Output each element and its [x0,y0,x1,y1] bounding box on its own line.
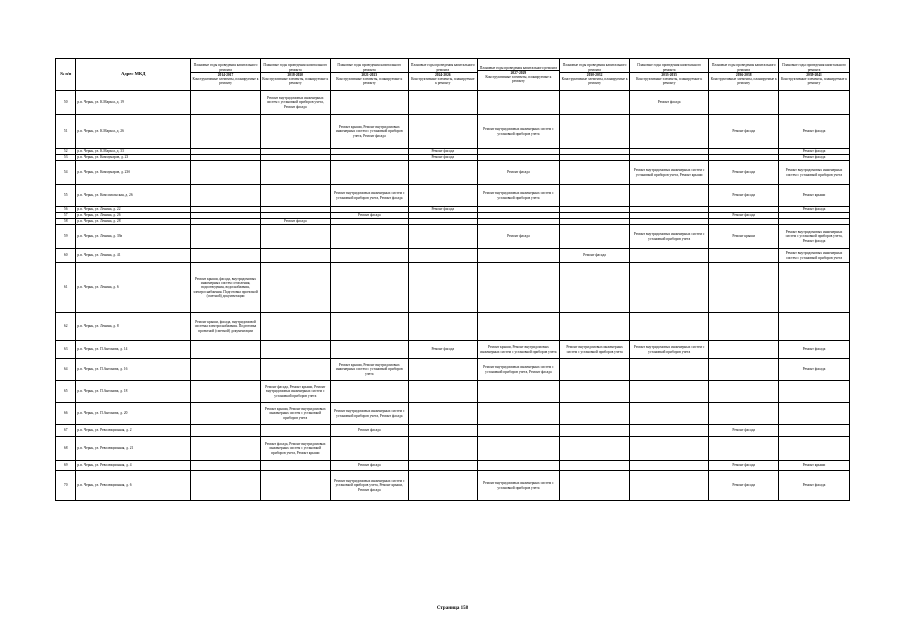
period-years: 2039-2041 [779,72,849,77]
repair-work-cell [560,359,630,381]
repair-work-cell [709,403,779,425]
repair-work-cell: Ремонт внутридомовых инженерных систем с установкой приборов учета [629,225,708,249]
period-planned-label: Плановые годы проведения капитального ремонта [263,63,328,72]
row-number: 50 [56,91,76,115]
table-row [56,471,850,501]
period-planned-label: Плановые годы проведения капитального ремонта [410,63,475,72]
repair-work-cell: Ремонт внутридомовых инженерных систем с установкой приборов учета [779,249,850,263]
row-number: 62 [56,313,76,341]
repair-work-cell [191,359,261,381]
repair-work-cell [709,91,779,115]
repair-work-cell: Ремонт фасада [779,341,850,359]
building-address: р.п. Чернь, ул. Ленина, д. 8 [76,313,191,341]
repair-work-cell [629,263,708,313]
repair-work-cell [560,461,630,471]
repair-work-cell: Ремонт внутридомовых инженерных систем с установкой приборов учета, Ремонт фасада [779,225,850,249]
row-number: 56 [56,207,76,213]
period-work-label: Конструктивные элементы, планируемые к ремонту [192,77,259,86]
repair-work-cell [260,249,330,263]
repair-work-cell [191,161,261,185]
repair-work-cell: Ремонт фасада, Ремонт крыши, Ремонт внутридомовых инженерных систем с установкой приборов учета [260,381,330,403]
repair-work-cell: Ремонт фасада [779,471,850,501]
repair-work-cell [260,471,330,501]
repair-work-cell [629,461,708,471]
building-address: р.п. Чернь, ул. К.Маркса, д. 26 [76,115,191,149]
period-years: 2027-2029 [478,70,560,75]
repair-work-cell [779,91,850,115]
period-header [408,59,477,91]
repair-work-cell [629,249,708,263]
repair-work-cell [408,313,477,341]
period-years: 2018-2020 [261,72,330,77]
repair-work-cell: Ремонт фасада [779,155,850,161]
repair-work-cell [408,403,477,425]
row-number: 58 [56,219,76,225]
building-address: р.п. Чернь, ул. П.Антонова, д. 18 [76,381,191,403]
building-address: р.п. Чернь, ул. П.Антонова, д. 20 [76,403,191,425]
repair-work-cell [629,185,708,207]
repair-work-cell: Ремонт внутридомовых инженерных систем с установкой приборов учета [560,341,630,359]
repair-work-cell: Ремонт фасада [477,225,560,249]
row-number: 66 [56,403,76,425]
repair-work-cell: Ремонт внутридомовых инженерных систем с установкой приборов учета, Ремонт фасада [477,359,560,381]
period-work-label: Конструктивные элементы, планируемые к ремонту [561,77,628,86]
table-row [56,359,850,381]
table-row [56,225,850,249]
building-address: р.п. Чернь, ул. Ленина, д. 6 [76,263,191,313]
repair-work-cell: Ремонт фасада [709,161,779,185]
repair-work-cell [629,425,708,437]
repair-work-cell: Ремонт внутридомовых инженерных систем с установкой приборов учета [477,471,560,501]
table-body [56,91,850,501]
repair-work-cell [477,425,560,437]
repair-work-cell: Ремонт внутридомовых инженерных систем с установкой приборов учета [477,115,560,149]
repair-work-cell [477,249,560,263]
repair-work-cell [260,115,330,149]
repair-work-cell [408,359,477,381]
period-years: 2014-2017 [191,72,260,77]
repair-work-cell: Ремонт фасада [408,149,477,155]
row-number: 60 [56,249,76,263]
repair-work-cell: Ремонт внутридомовых инженерных систем с установкой приборов учета [779,161,850,185]
repair-work-cell [408,471,477,501]
table-row [56,313,850,341]
period-work-label: Конструктивные элементы, планируемые к ремонту [262,77,329,86]
building-address: р.п. Чернь, ул. П.Антонова, д. 16 [76,359,191,381]
repair-work-cell [629,381,708,403]
repair-work-cell: Ремонт внутридомовых инженерных систем с установкой приборов учета, Ремонт фасада [260,91,330,115]
repair-work-cell: Ремонт крыши, фасада, внутридомовой системы электроснабжения. Подготовка проектной (сметной) документации [191,313,261,341]
repair-work-cell: Ремонт внутридомовых инженерных систем с установкой приборов учета, Ремонт крыши, Ремонт фасада [330,471,408,501]
repair-work-cell [330,437,408,461]
repair-work-cell [779,425,850,437]
repair-work-cell [330,225,408,249]
repair-work-cell [477,461,560,471]
row-number: 51 [56,115,76,149]
building-address: р.п. Чернь, ул. Революционная, д. 4 [76,461,191,471]
repair-work-cell: Ремонт крыши [779,461,850,471]
table-row [56,263,850,313]
period-work-label: Конструктивные элементы, планируемые к ремонту [411,77,475,86]
repair-work-cell [477,313,560,341]
building-address: р.п. Чернь, ул. П.Антонова, д. 14 [76,341,191,359]
table-row [56,403,850,425]
period-work-label: Конструктивные элементы, планируемые к ремонту [710,77,777,86]
repair-work-cell: Ремонт крыши [709,225,779,249]
repair-work-cell: Ремонт фасада [709,185,779,207]
building-address: р.п. Чернь, ул. Революционная, д. 21 [76,437,191,461]
repair-work-cell [408,461,477,471]
period-planned-label: Плановые годы проведения капитального ремонта [782,63,846,72]
period-planned-label: Плановые годы проведения капитального ремонта [711,63,776,72]
repair-work-cell: Ремонт крыши, Ремонт внутридомовых инженерных систем с установкой приборов учета [260,403,330,425]
repair-work-cell [560,403,630,425]
repair-work-cell: Ремонт фасада [709,471,779,501]
building-address: р.п. Чернь, ул. Коммунаров, д. 23б [76,161,191,185]
repair-work-cell [629,359,708,381]
repair-work-cell [709,249,779,263]
repair-work-cell: Ремонт крыши, Ремонт внутридомовых инженерных систем с установкой приборов учета [477,341,560,359]
repair-work-cell [191,249,261,263]
period-planned-label: Плановые годы проведения капитального ремонта [337,63,402,72]
row-number: 68 [56,437,76,461]
repair-work-cell [408,263,477,313]
repair-work-cell [560,91,630,115]
repair-work-cell [560,437,630,461]
table-row [56,341,850,359]
repair-work-cell: Ремонт фасада [629,91,708,115]
repair-work-cell [408,381,477,403]
repair-work-cell [560,313,630,341]
repair-work-cell: Ремонт фасада [779,207,850,213]
building-address: р.п. Чернь, ул. Ленина, д. 28 [76,219,191,225]
period-planned-label: Плановые годы проведения капитального ремонта [479,65,558,70]
repair-work-cell: Ремонт фасада [477,161,560,185]
repair-work-cell: Ремонт фасада [330,213,408,219]
repair-work-cell: Ремонт фасада [330,461,408,471]
repair-work-cell: Ремонт крыши, Ремонт внутридомовых инженерных систем с установкой приборов учета [330,359,408,381]
period-header [260,59,330,91]
repair-work-cell [779,313,850,341]
repair-work-cell [330,381,408,403]
table-row [56,91,850,115]
building-address: р.п. Чернь, ул. Ленина, д. 39а [76,225,191,249]
repair-work-cell: Ремонт внутридомовых инженерных систем с установкой приборов учета, Ремонт крыши [629,161,708,185]
repair-work-cell: Ремонт фасада [560,249,630,263]
building-address: р.п. Чернь, ул. Ленина, д. 41 [76,249,191,263]
repair-work-cell [260,313,330,341]
repair-work-cell [260,161,330,185]
repair-work-cell: Ремонт фасада [779,149,850,155]
repair-work-cell [629,313,708,341]
period-years: 2024-2026 [409,72,477,77]
repair-work-cell [408,115,477,149]
period-header [709,59,779,91]
repair-work-cell [191,461,261,471]
repair-work-cell: Ремонт фасада, Ремонт внутридомовых инженерных систем с установкой приборов учета, Ремонт крыши [260,437,330,461]
repair-work-cell [330,249,408,263]
repair-work-cell [408,161,477,185]
repair-work-cell: Ремонт внутридомовых инженерных систем с установкой приборов учета, Ремонт фасада [330,403,408,425]
repair-work-cell [191,381,261,403]
repair-work-cell [330,341,408,359]
repair-work-cell [260,359,330,381]
building-address: р.п. Чернь, ул. Коммунаров, д. 23 [76,155,191,161]
repair-work-cell [408,425,477,437]
period-planned-label: Плановые годы проведения капитального ремонта [193,63,258,72]
repair-work-cell [330,263,408,313]
row-number: 55 [56,185,76,207]
repair-work-cell [709,313,779,341]
repair-work-cell: Ремонт фасада [330,425,408,437]
repair-work-cell [408,91,477,115]
repair-work-cell [560,161,630,185]
repair-work-cell [330,313,408,341]
row-number: 52 [56,149,76,155]
repair-work-cell [477,381,560,403]
repair-work-cell [477,403,560,425]
repair-work-cell: Ремонт фасада [260,219,330,225]
row-number: 53 [56,155,76,161]
repair-work-cell [629,115,708,149]
period-years: 2030-2032 [560,72,629,77]
row-number: 63 [56,341,76,359]
repair-work-cell [191,437,261,461]
repair-work-cell: Ремонт крыши, Ремонт внутридомовых инженерных систем с установкой приборов учета, Ремонт фасада [330,115,408,149]
repair-work-cell [779,403,850,425]
table-row [56,381,850,403]
repair-work-cell: Ремонт внутридомовых инженерных систем с установкой приборов учета [629,341,708,359]
table-header-row [56,59,850,91]
repair-work-cell [560,115,630,149]
row-number: 64 [56,359,76,381]
repair-work-cell [191,185,261,207]
period-years: 2036-2038 [709,72,778,77]
repair-work-cell: Ремонт крыши, фасада, внутридомовых инженерных систем: отопления, водоотведения, водоснабжения, электроснабжения. Подготовка проектной (сметной) документации [191,263,261,313]
repair-work-cell: Ремонт фасада [779,115,850,149]
building-address: р.п. Чернь, ул. Комсомольская, д. 26 [76,185,191,207]
row-number: 69 [56,461,76,471]
repair-work-cell [560,471,630,501]
repair-work-cell [408,249,477,263]
repair-work-cell [709,263,779,313]
repair-work-cell [260,225,330,249]
table-row [56,185,850,207]
building-address: р.п. Чернь, ул. Ленина, д. 26 [76,213,191,219]
repair-work-cell [191,471,261,501]
row-number: 70 [56,471,76,501]
row-number: 65 [56,381,76,403]
repair-work-cell [477,91,560,115]
period-header [191,59,261,91]
repair-work-cell [408,185,477,207]
repair-work-cell [560,381,630,403]
repair-work-cell: Ремонт фасада [709,115,779,149]
row-number: 59 [56,225,76,249]
table-row [56,249,850,263]
period-header [330,59,408,91]
row-number: 67 [56,425,76,437]
repair-work-cell [191,115,261,149]
num-header: № п/п [56,59,76,91]
repair-work-cell [709,359,779,381]
period-years: 2021-2023 [331,72,408,77]
page-number: Страница 158 [436,606,469,611]
repair-work-cell [191,91,261,115]
row-number: 61 [56,263,76,313]
repair-work-cell [260,425,330,437]
repair-work-cell [191,425,261,437]
repair-work-cell: Ремонт крыши [779,185,850,207]
building-address: р.п. Чернь, ул. К.Маркса, д. 33 [76,149,191,155]
table-row [56,461,850,471]
period-work-label: Конструктивные элементы, планируемые к ремонту [485,75,552,84]
repair-work-cell [779,381,850,403]
repair-work-cell [560,225,630,249]
table-row [56,437,850,461]
repair-work-cell [260,341,330,359]
repair-work-cell [560,185,630,207]
repair-work-cell [260,263,330,313]
period-planned-label: Плановые годы проведения капитального ремонта [637,63,702,72]
repair-work-cell: Ремонт фасада [709,461,779,471]
row-number: 57 [56,213,76,219]
period-work-label: Конструктивные элементы, планируемые к ремонту [336,77,403,86]
row-number: 54 [56,161,76,185]
repair-work-cell: Ремонт внутридомовых инженерных систем с установкой приборов учета, Ремонт фасада [330,185,408,207]
table-row [56,161,850,185]
period-work-label: Конструктивные элементы, планируемые к ремонту [781,77,848,86]
repair-work-cell [260,185,330,207]
repair-work-cell [330,161,408,185]
building-address: р.п. Чернь, ул. Ленина, д. 22 [76,207,191,213]
repair-work-cell [408,225,477,249]
period-header [477,59,560,91]
repair-work-cell [629,403,708,425]
repair-work-cell: Ремонт фасада [779,359,850,381]
period-header [629,59,708,91]
period-header [779,59,850,91]
period-years: 2033-2035 [630,72,708,77]
period-work-label: Конструктивные элементы, планируемые к ремонту [636,77,703,86]
table-row [56,425,850,437]
repair-work-cell: Ремонт фасада [709,425,779,437]
building-address: р.п. Чернь, ул. К.Маркса, д. 19 [76,91,191,115]
repair-work-cell [408,437,477,461]
table-row [56,115,850,149]
repair-work-cell: Ремонт фасада [709,213,779,219]
repair-work-cell: Ремонт фасада [408,155,477,161]
building-address: р.п. Чернь, ул. Революционная, д. 2 [76,425,191,437]
repair-work-cell [779,263,850,313]
repair-work-cell [330,91,408,115]
repair-work-cell [260,461,330,471]
repair-work-cell [560,425,630,437]
repair-work-cell [560,263,630,313]
repair-work-cell [629,471,708,501]
repair-work-cell [191,225,261,249]
period-planned-label: Плановые годы проведения капитального ремонта [562,63,627,72]
repair-plan-table [55,58,850,501]
repair-work-cell [709,381,779,403]
repair-work-cell [477,437,560,461]
repair-work-cell [191,341,261,359]
repair-work-cell: Ремонт внутридомовых инженерных систем с установкой приборов учета [477,185,560,207]
repair-work-cell [709,341,779,359]
building-address: р.п. Чернь, ул. Революционная, д. 6 [76,471,191,501]
period-header [560,59,630,91]
repair-work-cell [709,437,779,461]
address-header: Адрес МКД [76,59,191,91]
repair-work-cell [779,437,850,461]
repair-work-cell [629,437,708,461]
repair-work-cell [191,403,261,425]
repair-work-cell: Ремонт фасада [408,207,477,213]
repair-work-cell [477,263,560,313]
repair-work-cell: Ремонт фасада [408,341,477,359]
